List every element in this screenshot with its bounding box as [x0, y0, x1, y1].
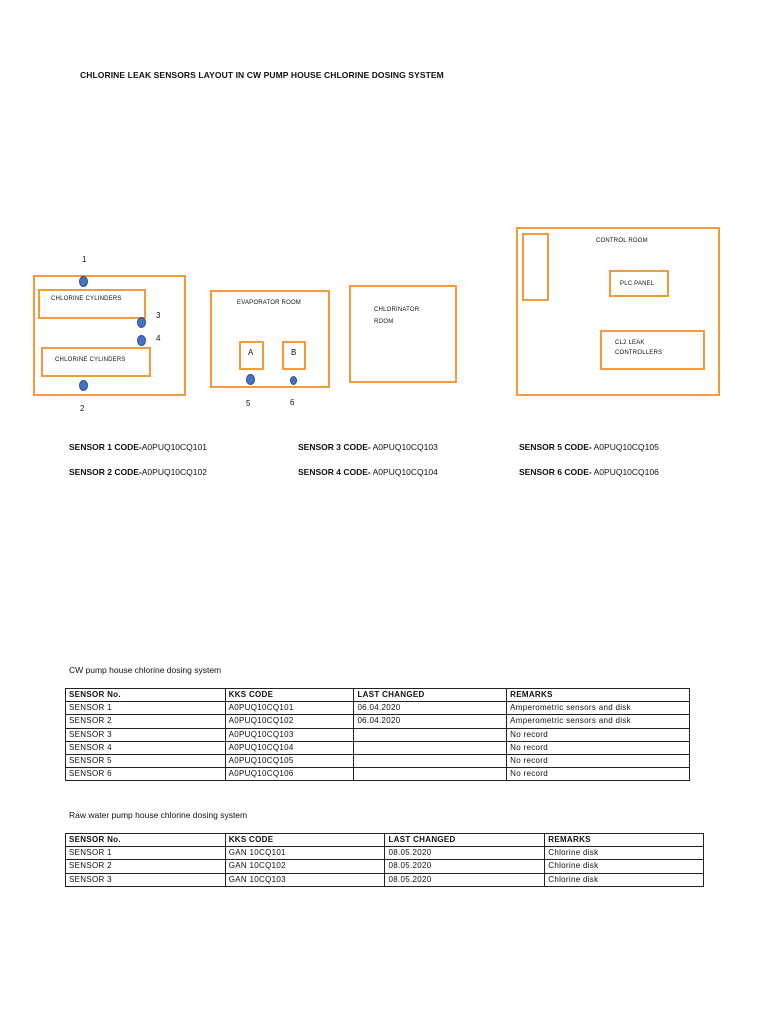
table-cell: A0PUQ10CQ102	[225, 715, 354, 728]
sensor-1-code-label: SENSOR 1 CODE-	[69, 442, 142, 452]
table-cell: GAN 10CQ103	[225, 873, 385, 886]
table-cell: SENSOR 5	[66, 754, 226, 767]
table-row	[66, 847, 704, 860]
sensor-6-code-value: A0PUQ10CQ106	[591, 467, 659, 477]
table-cell: 08.05.2020	[385, 860, 545, 873]
table-cell: Chlorine disk	[545, 873, 704, 886]
table-cell: 08.05.2020	[385, 873, 545, 886]
sensor-4-marker	[137, 335, 146, 346]
control-room-cabinet	[522, 233, 549, 301]
evaporator-b-label: B	[291, 348, 297, 357]
sensor-3-marker	[137, 317, 146, 328]
plc-panel-label: PLC PANEL	[620, 281, 655, 287]
table-cell: A0PUQ10CQ101	[225, 702, 354, 715]
sensor-1-code	[69, 442, 207, 452]
evaporator-room-label: EVAPORATOR ROOM	[237, 300, 302, 306]
column-header: SENSOR No.	[66, 834, 226, 847]
sensor-5-code-value: A0PUQ10CQ105	[591, 442, 659, 452]
sensor-2-marker	[79, 380, 88, 391]
cw-sensor-table	[65, 688, 690, 781]
sensor-6-marker	[290, 376, 297, 385]
table-cell: GAN 10CQ102	[225, 860, 385, 873]
sensor-4-code-label: SENSOR 4 CODE-	[298, 467, 371, 477]
cw-table-caption: CW pump house chlorine dosing system	[69, 665, 222, 675]
table-cell	[354, 728, 507, 741]
table-cell: No record	[507, 728, 690, 741]
chlorinator-room-label-1: CHLORINATOR	[374, 307, 420, 313]
column-header: KKS CODE	[225, 834, 385, 847]
table-header-row	[66, 834, 704, 847]
table-cell: Chlorine disk	[545, 847, 704, 860]
raw-table-caption: Raw water pump house chlorine dosing system	[69, 810, 248, 820]
table-cell: No record	[507, 768, 690, 781]
table-header-row	[66, 689, 690, 702]
table-cell: SENSOR 2	[66, 715, 226, 728]
sensor-2-number: 2	[80, 404, 85, 413]
table-cell: Chlorine disk	[545, 860, 704, 873]
table-cell: A0PUQ10CQ105	[225, 754, 354, 767]
sensor-2-code-value: A0PUQ10CQ102	[141, 467, 207, 477]
table-row	[66, 728, 690, 741]
table-cell: SENSOR 3	[66, 728, 226, 741]
table-cell: No record	[507, 741, 690, 754]
chlorinator-room	[349, 285, 457, 383]
column-header: REMARKS	[545, 834, 704, 847]
table-cell: Amperometric sensors and disk	[507, 702, 690, 715]
table-row	[66, 754, 690, 767]
table-cell: A0PUQ10CQ106	[225, 768, 354, 781]
sensor-5-marker	[246, 374, 255, 385]
chlorinator-room-label-2: ROOM	[374, 319, 394, 325]
table-cell: SENSOR 1	[66, 847, 226, 860]
cl2-leak-controllers-label-2: CONTROLLERS	[615, 350, 663, 356]
chlorine-cylinders-2-label: CHLORINE CYLINDERS	[55, 357, 126, 363]
sensor-6-code-label: SENSOR 6 CODE-	[519, 467, 592, 477]
chlorine-cylinders-1-label: CHLORINE CYLINDERS	[51, 296, 122, 302]
sensor-2-code-label: SENSOR 2 CODE-	[69, 467, 142, 477]
column-header: SENSOR No.	[66, 689, 226, 702]
sensor-5-number: 5	[246, 399, 251, 408]
table-cell: SENSOR 6	[66, 768, 226, 781]
sensor-1-code-value: A0PUQ10CQ101	[141, 442, 207, 452]
sensor-4-code-value: A0PUQ10CQ104	[370, 467, 438, 477]
sensor-4-code	[298, 467, 438, 477]
evaporator-a-label: A	[248, 348, 254, 357]
table-row	[66, 741, 690, 754]
table-cell: 08.05.2020	[385, 847, 545, 860]
table-cell	[354, 768, 507, 781]
sensor-4-number: 4	[156, 334, 161, 343]
sensor-1-number: 1	[82, 255, 87, 264]
table-cell: SENSOR 2	[66, 860, 226, 873]
table-cell: SENSOR 3	[66, 873, 226, 886]
cl2-leak-controllers-label-1: CL2 LEAK	[615, 340, 645, 346]
table-cell: SENSOR 4	[66, 741, 226, 754]
table-row	[66, 715, 690, 728]
table-cell: 06.04.2020	[354, 702, 507, 715]
column-header: LAST CHANGED	[354, 689, 507, 702]
sensor-3-number: 3	[156, 311, 161, 320]
table-cell: A0PUQ10CQ103	[225, 728, 354, 741]
sensor-3-code-label: SENSOR 3 CODE-	[298, 442, 371, 452]
table-cell: GAN 10CQ101	[225, 847, 385, 860]
table-cell	[354, 754, 507, 767]
chlorine-cylinders-1	[38, 289, 146, 319]
table-cell: SENSOR 1	[66, 702, 226, 715]
sensor-1-marker	[79, 276, 88, 287]
sensor-3-code-value: A0PUQ10CQ103	[370, 442, 438, 452]
column-header: LAST CHANGED	[385, 834, 545, 847]
table-cell: 06.04.2020	[354, 715, 507, 728]
control-room-label: CONTROL ROOM	[596, 238, 648, 244]
sensor-6-code	[519, 467, 659, 477]
table-cell: No record	[507, 754, 690, 767]
sensor-5-code	[519, 442, 659, 452]
column-header: KKS CODE	[225, 689, 354, 702]
table-row	[66, 768, 690, 781]
table-row	[66, 860, 704, 873]
raw-water-sensor-table	[65, 833, 704, 887]
sensor-5-code-label: SENSOR 5 CODE-	[519, 442, 592, 452]
sensor-3-code	[298, 442, 438, 452]
table-row	[66, 873, 704, 886]
column-header: REMARKS	[507, 689, 690, 702]
sensor-2-code	[69, 467, 207, 477]
table-row	[66, 702, 690, 715]
table-cell	[354, 741, 507, 754]
table-cell: Amperometric sensors and disk	[507, 715, 690, 728]
page-title: CHLORINE LEAK SENSORS LAYOUT IN CW PUMP HOUSE CHLORINE DOSING SYSTEM	[80, 70, 444, 80]
sensor-6-number: 6	[290, 398, 295, 407]
table-cell: A0PUQ10CQ104	[225, 741, 354, 754]
